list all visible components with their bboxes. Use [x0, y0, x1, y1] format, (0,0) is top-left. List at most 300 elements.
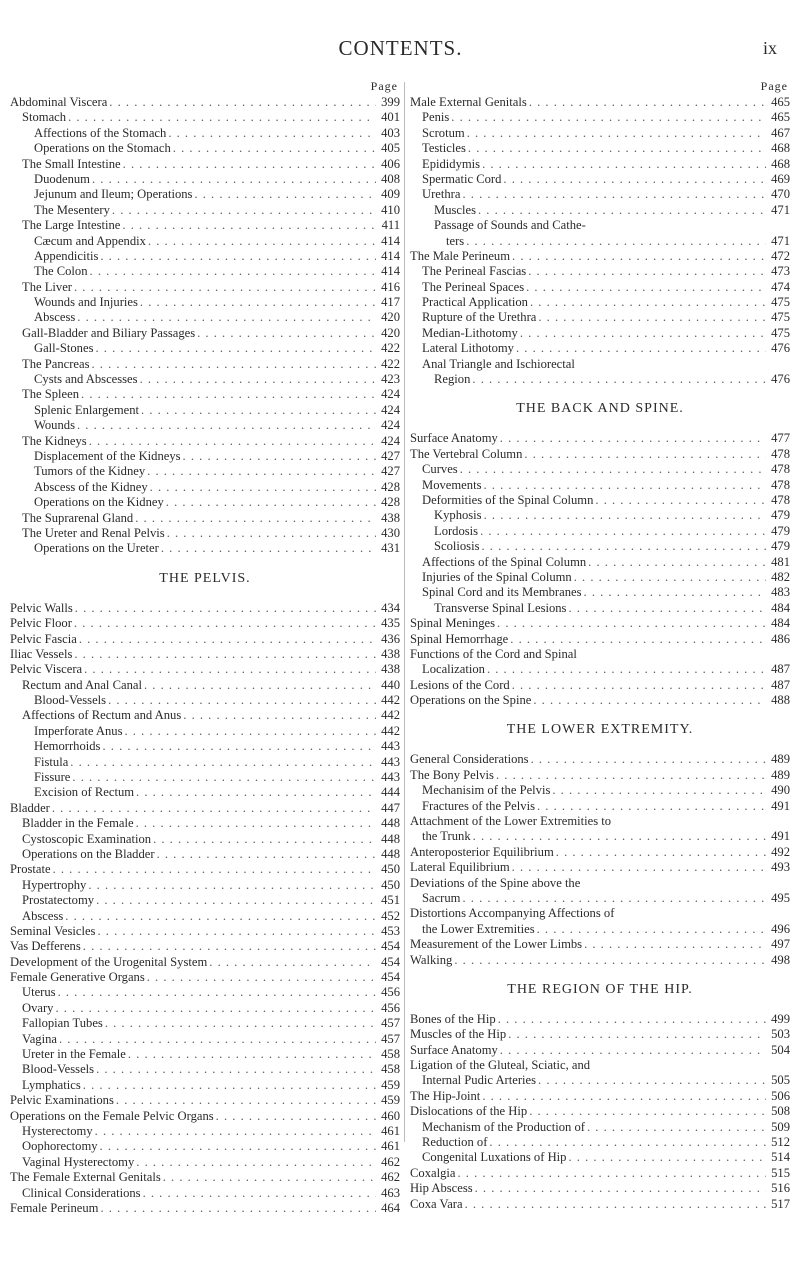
toc-entry-title: Hip Abscess [410, 1181, 473, 1196]
toc-entry [10, 464, 400, 479]
dot-leader [148, 234, 376, 249]
dot-leader [140, 295, 376, 310]
toc-entry [410, 570, 790, 585]
toc-entry-title: Scoliosis [434, 539, 480, 554]
toc-entry-page: 452 [381, 908, 400, 923]
toc-entry-page: 462 [381, 1170, 400, 1185]
toc-entry-title: The Spleen [22, 387, 80, 402]
toc-entry-title: The Perineal Fascias [422, 264, 527, 279]
toc-entry-title: The Male Perineum [410, 248, 511, 263]
toc-entry-title: Abdominal Viscera [10, 95, 108, 109]
dot-leader [484, 508, 766, 523]
dot-leader [478, 203, 766, 218]
toc-entry-page: 462 [381, 1154, 400, 1169]
toc-entry-title: Uterus [22, 985, 56, 1000]
toc-entry [10, 970, 400, 985]
toc-entry-title: Coxa Vara [410, 1196, 463, 1211]
dot-leader [147, 464, 376, 479]
toc-entry-page: 454 [381, 954, 400, 969]
toc-entry-title: Prostatectomy [22, 893, 95, 908]
toc-entry [410, 1166, 790, 1181]
toc-entry-title: Lesions of the Cord [410, 677, 510, 692]
toc-entry [410, 218, 790, 233]
dot-leader [500, 1043, 766, 1058]
toc-entry-title: Anteroposterior Equilibrium [410, 844, 554, 859]
dot-leader [55, 1001, 376, 1016]
toc-entry [410, 953, 790, 968]
toc-entry-title: Operations on the Ureter [34, 541, 159, 556]
toc-entry-title: Fistula [34, 754, 69, 769]
toc-entry-page: 478 [771, 446, 790, 461]
dot-leader [88, 878, 376, 893]
toc-entry-title: Spinal Cord and its Membranes [422, 585, 582, 600]
dot-leader [163, 1170, 376, 1185]
toc-entry-title: The Vertebral Column [410, 446, 523, 461]
toc-entry [410, 1135, 790, 1150]
toc-entry [10, 708, 400, 723]
toc-entry-title: Excision of Rectum [34, 785, 135, 800]
toc-entry-title: Pelvic Fascia [10, 631, 77, 646]
toc-entry [10, 141, 400, 156]
dot-leader [95, 1124, 376, 1139]
dot-leader [65, 909, 376, 924]
dot-leader [141, 403, 376, 418]
toc-entry [10, 616, 400, 631]
dot-leader [472, 372, 766, 387]
toc-entry [410, 1181, 790, 1196]
toc-entry-page: 488 [771, 693, 790, 708]
toc-entry-title: Localization [422, 662, 485, 677]
dot-leader [83, 939, 376, 954]
toc-entry [10, 187, 400, 202]
toc-entry-page: 428 [381, 495, 400, 510]
dot-leader [136, 785, 376, 800]
toc-entry-page: 465 [771, 95, 790, 109]
dot-leader [510, 632, 766, 647]
dot-leader [528, 264, 766, 279]
dot-leader [77, 418, 376, 433]
toc-entry-page: 448 [381, 846, 400, 861]
toc-entry-page: 422 [381, 341, 400, 356]
toc-entry-title: Male External Genitals [410, 95, 527, 109]
dot-leader [584, 585, 766, 600]
dot-leader [466, 234, 766, 249]
toc-entry-page: 475 [771, 325, 790, 340]
dot-leader [595, 493, 766, 508]
toc-entry [10, 1032, 400, 1047]
toc-entry [10, 924, 400, 939]
toc-entry [410, 814, 790, 829]
toc-entry [410, 1043, 790, 1058]
toc-entry-page: 422 [381, 356, 400, 371]
toc-entry-title: Tumors of the Kidney [34, 464, 146, 479]
toc-entry [410, 524, 790, 539]
toc-entry-title: Iliac Vessels [10, 646, 73, 661]
dot-leader [530, 295, 766, 310]
toc-entry-page: 416 [381, 279, 400, 294]
toc-entry-title: Epididymis [422, 156, 481, 171]
dot-leader [96, 893, 376, 908]
toc-entry-title: Seminal Vesicles [10, 923, 96, 938]
toc-entry-page: 458 [381, 1047, 400, 1062]
toc-entry-title: Functions of the Cord and Spinal [410, 646, 577, 661]
dot-leader [500, 431, 766, 446]
toc-entry-title: Lateral Equilibrium [410, 860, 510, 875]
toc-entry-page: 436 [381, 631, 400, 646]
toc-entry-page: 491 [771, 798, 790, 813]
toc-list-back-spine [410, 431, 790, 708]
dot-leader [140, 372, 376, 387]
toc-entry-page: 459 [381, 1093, 400, 1108]
toc-entry [10, 495, 400, 510]
toc-entry [10, 511, 400, 526]
dot-leader [454, 953, 766, 968]
toc-entry-title: Reduction of [422, 1135, 488, 1150]
toc-entry-title: The Suprarenal Gland [22, 510, 134, 525]
toc-entry-page: 468 [771, 141, 790, 156]
toc-entry-title: Surface Anatomy [410, 431, 498, 446]
toc-entry-page: 447 [381, 800, 400, 815]
toc-entry [410, 295, 790, 310]
toc-entry [410, 95, 790, 110]
toc-entry-title: Attachment of the Lower Extremities to [410, 814, 612, 829]
toc-entry [410, 539, 790, 554]
dot-leader [451, 110, 766, 125]
toc-entry-title: Gall-Stones [34, 341, 94, 356]
dot-leader [462, 891, 766, 906]
dot-leader [168, 126, 376, 141]
toc-entry-page: 479 [771, 508, 790, 523]
toc-entry-title: Fallopian Tubes [22, 1016, 103, 1031]
toc-entry-page: 482 [771, 569, 790, 584]
toc-entry-title: Hysterectomy [22, 1124, 93, 1138]
toc-entry-page: 514 [771, 1150, 790, 1165]
toc-entry-title: Abscess [22, 908, 64, 923]
toc-entry [410, 326, 790, 341]
dot-leader [157, 847, 376, 862]
toc-entry-title: Vas Defferens [10, 939, 81, 954]
toc-entry-title: The Kidneys [22, 433, 87, 448]
dot-leader [538, 310, 766, 325]
section-heading-back-spine: THE BACK AND SPINE. [516, 401, 684, 417]
toc-entry-page: 420 [381, 310, 400, 325]
toc-entry [10, 1078, 400, 1093]
toc-entry-page: 424 [381, 387, 400, 402]
toc-entry-title: Walking [410, 952, 453, 967]
toc-entry [10, 878, 400, 893]
toc-entry-title: Measurement of the Lower Limbs [410, 937, 583, 952]
toc-entry-page: 414 [381, 264, 400, 279]
toc-entry-title: Ligation of the Gluteal, Sciatic, and [410, 1058, 591, 1073]
toc-entry-page: 509 [771, 1119, 790, 1134]
dot-leader [512, 860, 766, 875]
toc-entry-title: Practical Application [422, 295, 528, 310]
toc-entry-title: Passage of Sounds and Cathe- [434, 218, 586, 233]
toc-entry-page: 483 [771, 585, 790, 600]
toc-entry [410, 1012, 790, 1027]
toc-entry [10, 601, 400, 616]
dot-leader [183, 708, 376, 723]
dot-leader [460, 462, 766, 477]
toc-entry [410, 876, 790, 891]
dot-leader [153, 832, 376, 847]
toc-entry-title: Ovary [22, 1000, 54, 1015]
toc-entry-title: The Female External Genitals [10, 1170, 161, 1185]
toc-entry [410, 1197, 790, 1212]
dot-leader [83, 1078, 376, 1093]
section-heading-hip: THE REGION OF THE HIP. [507, 981, 693, 997]
toc-entry-page: 484 [771, 600, 790, 615]
dot-leader [81, 387, 376, 402]
toc-entry [410, 310, 790, 325]
toc-entry-page: 431 [381, 541, 400, 556]
toc-entry-page: 414 [381, 233, 400, 248]
toc-entry-title: Female Generative Organs [10, 970, 145, 985]
toc-entry-page: 401 [381, 110, 400, 125]
toc-entry-page: 481 [771, 554, 790, 569]
toc-entry-title: Operations on the Bladder [22, 846, 155, 861]
dot-leader [105, 1016, 376, 1031]
toc-entry-title: Vaginal Hysterectomy [22, 1154, 135, 1169]
toc-entry [410, 1089, 790, 1104]
toc-entry [410, 678, 790, 693]
toc-entry-title: Rupture of the Urethra [422, 310, 537, 325]
toc-entry [410, 493, 790, 508]
toc-entry-title: Region [434, 372, 471, 387]
toc-entry-title: Gall-Bladder and Biliary Passages [22, 325, 196, 340]
toc-entry [10, 785, 400, 800]
toc-entry-title: The Perineal Spaces [422, 279, 525, 294]
toc-entry-title: the Lower Extremities [422, 921, 535, 936]
toc-list-abdominal [10, 95, 400, 557]
toc-entry-page: 472 [771, 248, 790, 263]
toc-entry-title: Abscess of the Kidney [34, 479, 148, 494]
dot-leader [497, 616, 766, 631]
toc-entry [410, 234, 790, 249]
toc-entry [10, 157, 400, 172]
dot-leader [503, 172, 766, 187]
toc-entry-title: General Considerations [410, 752, 529, 767]
toc-entry-title: Pelvic Floor [10, 616, 72, 631]
toc-entry [10, 1186, 400, 1201]
dot-leader [498, 1012, 766, 1027]
toc-entry [410, 1073, 790, 1088]
dot-leader [512, 678, 766, 693]
toc-entry-title: Median-Lithotomy [422, 325, 518, 340]
toc-entry-page: 438 [381, 510, 400, 525]
toc-entry [10, 955, 400, 970]
toc-entry [10, 1109, 400, 1124]
toc-entry-title: Ureter in the Female [22, 1047, 126, 1062]
toc-entry [10, 326, 400, 341]
toc-entry [10, 662, 400, 677]
toc-entry-page: 443 [381, 739, 400, 754]
toc-entry-page: 410 [381, 202, 400, 217]
toc-entry-title: Muscles of the Hip [410, 1027, 507, 1042]
toc-entry [410, 357, 790, 372]
toc-entry-title: Splenic Enlargement [34, 402, 140, 417]
toc-entry-page: 476 [771, 341, 790, 356]
toc-entry [410, 187, 790, 202]
toc-entry-page: 465 [771, 110, 790, 125]
toc-entry-page: 493 [771, 860, 790, 875]
toc-entry [410, 110, 790, 125]
toc-entry [10, 1170, 400, 1185]
toc-entry-title: Lordosis [434, 523, 479, 538]
toc-entry [410, 249, 790, 264]
toc-entry-page: 458 [381, 1062, 400, 1077]
toc-entry-title: Pelvic Viscera [10, 662, 83, 677]
toc-entry [10, 847, 400, 862]
toc-entry-title: The Colon [34, 264, 88, 279]
toc-entry-page: 478 [771, 462, 790, 477]
toc-entry [10, 480, 400, 495]
dot-leader [68, 110, 376, 125]
toc-entry-title: Testicles [422, 141, 466, 156]
left-column [10, 78, 400, 1216]
toc-entry-title: Pelvic Examinations [10, 1093, 114, 1108]
toc-entry-title: Bladder in the Female [22, 816, 134, 831]
toc-entry-page: 469 [771, 171, 790, 186]
page-column-label: Page [760, 79, 788, 93]
dot-leader [161, 541, 376, 556]
toc-entry [10, 893, 400, 908]
toc-entry [410, 431, 790, 446]
toc-entry [10, 310, 400, 325]
toc-entry-title: Anal Triangle and Ischiorectal [422, 356, 575, 371]
toc-entry-page: 468 [771, 156, 790, 171]
toc-list-hip [410, 1012, 790, 1212]
toc-entry-page: 420 [381, 325, 400, 340]
toc-entry-title: Bones of the Hip [410, 1011, 496, 1026]
dot-leader [136, 816, 376, 831]
toc-entry-page: 506 [771, 1088, 790, 1103]
toc-entry-title: Muscles [434, 202, 476, 217]
column-divider [404, 82, 405, 1142]
toc-entry-page: 423 [381, 372, 400, 387]
toc-entry-title: Stomach [22, 110, 67, 125]
dot-leader [524, 447, 766, 462]
toc-entry [10, 1062, 400, 1077]
toc-entry-title: The Large Intestine [22, 218, 121, 233]
toc-entry-page: 435 [381, 616, 400, 631]
dot-leader [92, 172, 376, 187]
toc-entry-page: 403 [381, 125, 400, 140]
toc-entry [410, 1104, 790, 1119]
dot-leader [89, 434, 376, 449]
toc-entry-title: Operations on the Spine [410, 693, 532, 708]
dot-leader [465, 1197, 766, 1212]
page-column-label: Page [370, 79, 398, 93]
toc-entry-page: 516 [771, 1181, 790, 1196]
toc-entry-title: Oophorectomy [22, 1139, 98, 1154]
toc-entry-title: Mechanisim of the Pelvis [422, 783, 551, 798]
dot-leader [587, 1120, 766, 1135]
toc-entry-page: 497 [771, 937, 790, 952]
toc-entry [10, 816, 400, 831]
toc-entry [10, 985, 400, 1000]
toc-entry [10, 724, 400, 739]
toc-entry-page: 489 [771, 752, 790, 767]
toc-entry-title: Wounds and Injuries [34, 295, 138, 310]
toc-entry [410, 508, 790, 523]
toc-entry [10, 1201, 400, 1216]
toc-entry [10, 387, 400, 402]
dot-leader [584, 937, 766, 952]
toc-entry-page: 461 [381, 1124, 400, 1138]
toc-entry [10, 541, 400, 556]
toc-entry-page: 428 [381, 479, 400, 494]
toc-entry-page: 491 [771, 829, 790, 844]
toc-entry-title: Pelvic Walls [10, 600, 73, 615]
toc-entry [410, 937, 790, 952]
toc-entry-title: Urethra [422, 187, 461, 202]
toc-entry [10, 1047, 400, 1062]
toc-entry [10, 434, 400, 449]
dot-leader [77, 310, 376, 325]
toc-entry [10, 909, 400, 924]
dot-leader [588, 555, 766, 570]
toc-entry-title: Movements [422, 477, 482, 492]
toc-entry [10, 295, 400, 310]
dot-leader [209, 955, 376, 970]
toc-entry [10, 862, 400, 877]
toc-entry [10, 357, 400, 372]
toc-list-genitals [410, 95, 790, 387]
dot-leader [166, 495, 376, 510]
dot-leader [59, 1032, 376, 1047]
dot-leader [183, 449, 376, 464]
dot-leader [483, 478, 766, 493]
toc-entry-title: Bladder [10, 800, 50, 815]
dot-leader [143, 1186, 376, 1201]
toc-entry-title: Fractures of the Pelvis [422, 798, 535, 813]
toc-entry [410, 768, 790, 783]
dot-leader [552, 783, 766, 798]
toc-entry [410, 1120, 790, 1135]
toc-entry-title: Deviations of the Spine above the [410, 875, 581, 890]
toc-entry [10, 218, 400, 233]
toc-entry-page: 424 [381, 402, 400, 417]
toc-entry-page: 460 [381, 1108, 400, 1123]
toc-entry-page: 515 [771, 1165, 790, 1180]
toc-entry [410, 860, 790, 875]
toc-entry-title: The Ureter and Renal Pelvis [22, 525, 165, 540]
toc-entry-title: The Liver [22, 279, 72, 294]
toc-entry-page: 503 [771, 1027, 790, 1042]
toc-entry [410, 462, 790, 477]
dot-leader [496, 768, 766, 783]
toc-entry-page: 406 [381, 156, 400, 171]
dot-leader [72, 770, 376, 785]
toc-entry [410, 585, 790, 600]
dot-leader [112, 203, 376, 218]
dot-leader [516, 341, 766, 356]
dot-leader [480, 524, 766, 539]
toc-entry-title: Deformities of the Spinal Column [422, 492, 594, 507]
dot-leader [144, 678, 376, 693]
toc-entry-page: 443 [381, 754, 400, 769]
toc-entry-page: 484 [771, 616, 790, 631]
toc-entry [10, 449, 400, 464]
toc-entry-title: Curves [422, 462, 458, 477]
toc-entry [10, 755, 400, 770]
toc-entry-title: Spermatic Cord [422, 171, 502, 186]
dot-leader [97, 924, 376, 939]
toc-entry [10, 632, 400, 647]
dot-leader [489, 1135, 766, 1150]
toc-entry-title: Operations on the Female Pelvic Organs [10, 1108, 214, 1123]
